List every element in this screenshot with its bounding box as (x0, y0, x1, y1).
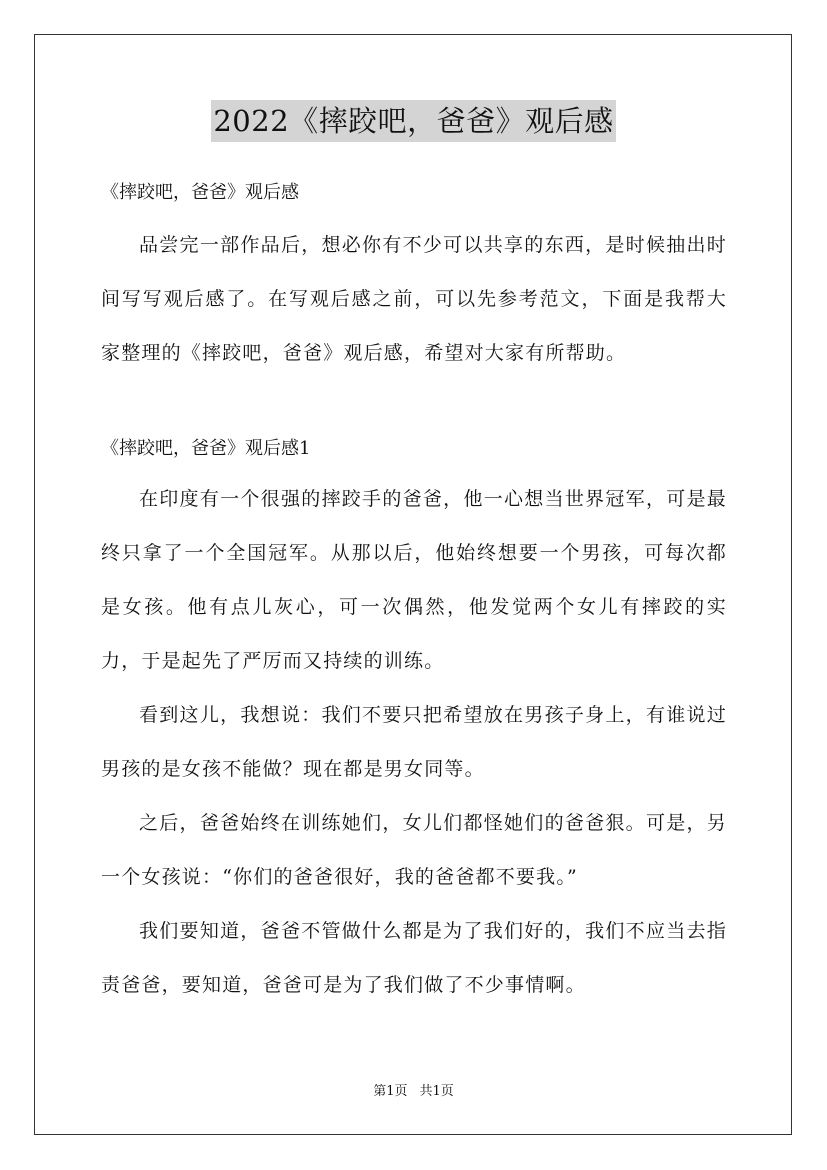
section1-paragraph: 我们要知道，爸爸不管做什么都是为了我们好的，我们不应当去指责爸爸，要知道，爸爸可是为了我们做了不少事情啊。 (101, 920, 727, 996)
page-footer (0, 1082, 827, 1102)
section1-paragraph: 在印度有一个很强的摔跤手的爸爸，他一心想当世界冠军，可是最终只拿了一个全国冠军。从那以后，他始终想要一个男孩，可每次都是女孩。他有点儿灰心，可一次偶然，他发觉两个女儿有摔跤的实力，于是起先了严厉而又持续的训练。 (101, 488, 727, 672)
document-title: 2022《摔跤吧，爸爸》观后感 (211, 100, 615, 142)
section1-heading: 《摔跤吧，爸爸》观后感1 (101, 438, 311, 459)
intro-paragraph: 品尝完一部作品后，想必你有不少可以共享的东西，是时候抽出时间写写观后感了。在写观后感之前，可以先参考范文，下面是我帮大家整理的《摔跤吧，爸爸》观后感，希望对大家有所帮助。 (101, 234, 727, 364)
page-total: 共1页 (419, 1084, 454, 1099)
title-container (0, 100, 827, 142)
document-body (101, 170, 727, 1012)
section1-paragraph: 之后，爸爸始终在训练她们，女儿们都怪她们的爸爸狠。可是，另一个女孩说：“你们的爸爸很好，我的爸爸都不要我。” (101, 812, 727, 888)
page-number: 第1页 (373, 1084, 408, 1099)
section1-paragraph: 看到这儿，我想说：我们不要只把希望放在男孩子身上，有谁说过男孩的是女孩不能做？现在都是男女同等。 (101, 704, 727, 780)
spacer (101, 380, 727, 426)
intro-heading: 《摔跤吧，爸爸》观后感 (101, 182, 299, 203)
